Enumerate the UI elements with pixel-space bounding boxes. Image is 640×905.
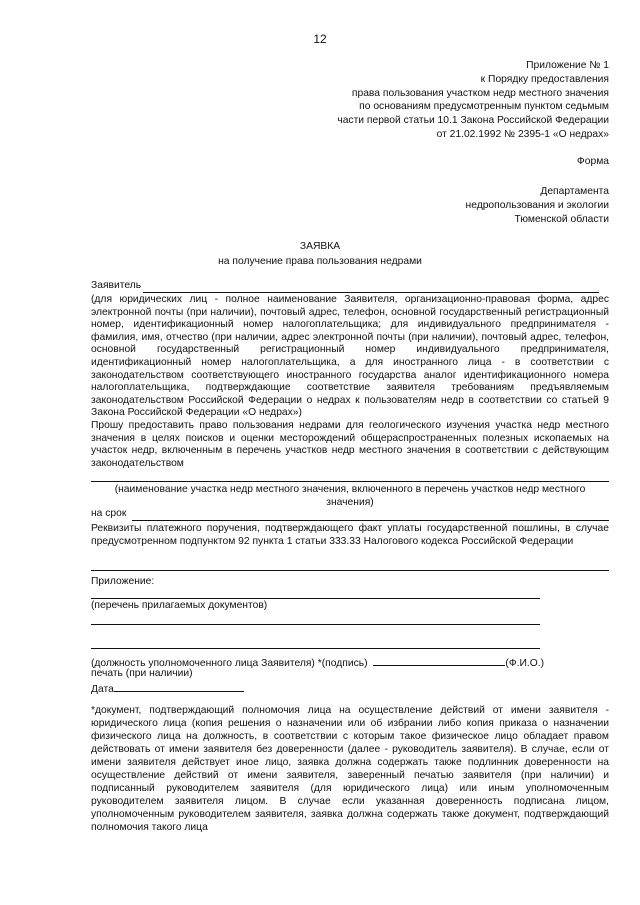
date-label: Дата [91,684,114,695]
request-text: Прошу предоставить право пользования недрами для геологического изучения участка недр местного значения в целях поисков и оценки месторождений общераспространенных полезных ископаемых на участок недр, включенным в перечень участков недр местного значения в соответствии с действующим законодательством [91,420,609,469]
position-signature-label: (должность уполномоченного лица Заявителя) *(подпись) [91,658,368,669]
appendix-line: по основаниям предусмотренным пунктом седьмым [359,101,609,113]
attachment-label: Приложение: [91,576,155,587]
addressee-line: Департамента [540,186,609,197]
appendix-line: права пользования участком недр местного значения [351,87,609,99]
document-title: ЗАЯВКА [299,241,341,252]
document-subtitle: на получение права пользования недрами [218,256,422,267]
attachment-line[interactable] [91,648,540,649]
attachment-caption: (перечень прилагаемых документов) [91,600,268,611]
payment-text: Реквизиты платежного поручения, подтверждающего факт уплаты государственной пошлины, в случае предусмотренном подпунктом 92 пункта 1 статьи 333.33 Налогового кодекса Российской Федерации [91,523,609,547]
form-label: Форма [576,156,609,167]
page-number: 12 [313,32,327,46]
stamp-label: печать (при наличии) [91,668,193,679]
applicant-description: (для юридических лиц - полное наименование Заявителя, организационно-правовая форма, адрес электронной почты (при наличии), почтовый адрес, телефон, основной государственный регистрационный номер, идентификационный номер налогоплательщика; для индивидуального предпринимателя - фамилия, имя, отчество (при наличии, адрес электронной почты (при наличии), почтовый адрес, телефон, основной государственный регистрационный номер индивидуального предпринимателя, идентификационный номер налогоплательщика, а для иностранного лица - в соответствии с законодательством соответствующего иностранного государства аналог идентификационного номера налогоплательщика, подтверждающие соответствие заявителя требованиям предъявляемым законодательством Российской Федерации о недрах к пользователям недр в соответствии со статьей 9 Закона Российской Федерации «О недрах») [91,294,609,419]
applicant-input-line[interactable] [143,282,599,293]
appendix-line: Приложение № 1 [526,60,609,71]
term-label: на срок [91,508,127,519]
addressee-block [466,185,609,226]
signature-input-line[interactable] [373,655,505,666]
appendix-line: от 21.02.1992 № 2395-1 «О недрах» [436,128,609,140]
appendix-header [337,59,609,142]
fio-label: (Ф.И.О.) [505,658,545,669]
plot-name-line[interactable] [91,481,609,482]
applicant-label: Заявитель [91,280,142,291]
appendix-line: части первой статьи 10.1 Закона Российской Федерации [337,115,609,127]
payment-input-line[interactable] [91,570,609,571]
attachment-line[interactable] [91,598,540,599]
applicant-field[interactable] [91,280,609,293]
addressee-line: недропользования и экологии [465,199,609,211]
date-input-line[interactable] [114,681,244,692]
appendix-line: к Порядку предоставления [480,73,609,85]
term-input-line[interactable] [132,510,609,521]
date-field[interactable] [91,681,609,697]
term-field[interactable] [91,508,609,521]
attachment-line[interactable] [91,624,540,625]
footnote-text: *документ, подтверждающий полномочия лица на осуществление действий от имени заявителя - юридического лица (копия решения о назначении или об избрании либо копия приказа о назначении физического лица на должность, в соответствии с которым такое физическое лицо обладает правом действовать от имени заявителя без доверенности (далее - руководитель заявителя). В случае, если от имени заявителя действует иное лицо, заявка должна содержать также подлинник доверенности на осуществление действий от имени заявителя, заверенный печатью заявителя (при наличии) и подписанный руководителем заявителя (для юридического лица) или иным уполномоченным руководителем заявителя лицом. В случае если указанная доверенность подписана лицом, уполномоченным руководителем заявителя, заявка должна содержать также документ, подтверждающий полномочия такого лица [91,705,609,833]
plot-caption: (наименование участка недр местного значения, включенного в перечень участков недр местного значения) [114,484,586,508]
addressee-line: Тюменской области [514,213,609,225]
